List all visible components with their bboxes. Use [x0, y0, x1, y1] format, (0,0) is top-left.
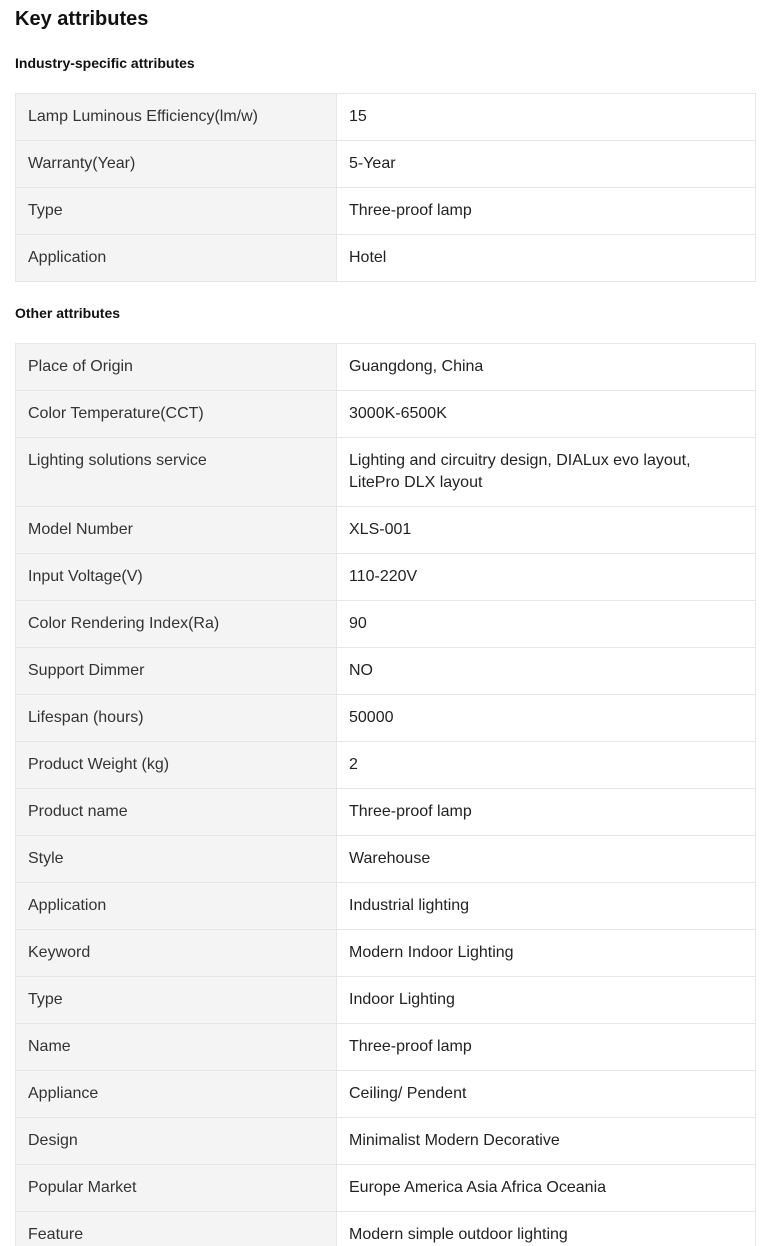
attribute-value: Hotel — [337, 235, 756, 282]
attribute-name: Support Dimmer — [16, 648, 337, 695]
attribute-value: Warehouse — [337, 836, 756, 883]
table-row — [16, 789, 756, 836]
table-row — [16, 695, 756, 742]
attribute-name: Design — [16, 1118, 337, 1165]
attribute-value: XLS-001 — [337, 507, 756, 554]
attribute-name: Popular Market — [16, 1165, 337, 1212]
table-row — [16, 188, 756, 235]
section-title-other: Other attributes — [15, 305, 121, 321]
attribute-name: Product name — [16, 789, 337, 836]
attribute-name: Appliance — [16, 1071, 337, 1118]
attribute-value: 15 — [337, 94, 756, 141]
industry-attributes-table — [15, 93, 756, 282]
attribute-value: Lighting and circuitry design, DIALux evo layout, LitePro DLX layout — [337, 438, 756, 507]
table-row — [16, 344, 756, 391]
attribute-value: Guangdong, China — [337, 344, 756, 391]
table-row — [16, 836, 756, 883]
table-row — [16, 507, 756, 554]
table-row — [16, 1024, 756, 1071]
table-row — [16, 94, 756, 141]
attribute-value: Three-proof lamp — [337, 789, 756, 836]
attribute-value: Three-proof lamp — [337, 188, 756, 235]
attribute-value: Ceiling/ Pendent — [337, 1071, 756, 1118]
table-row — [16, 742, 756, 789]
attribute-name: Lifespan (hours) — [16, 695, 337, 742]
attribute-value: 50000 — [337, 695, 756, 742]
attribute-name: Lighting solutions service — [16, 438, 337, 507]
page-title: Key attributes — [15, 8, 149, 30]
attribute-name: Keyword — [16, 930, 337, 977]
attribute-value: NO — [337, 648, 756, 695]
attribute-name: Model Number — [16, 507, 337, 554]
table-row — [16, 883, 756, 930]
table-row — [16, 235, 756, 282]
attribute-name: Place of Origin — [16, 344, 337, 391]
attribute-name: Input Voltage(V) — [16, 554, 337, 601]
attribute-value: Three-proof lamp — [337, 1024, 756, 1071]
attribute-name: Lamp Luminous Efficiency(lm/w) — [16, 94, 337, 141]
table-row — [16, 391, 756, 438]
table-row — [16, 1165, 756, 1212]
attribute-value: Industrial lighting — [337, 883, 756, 930]
attribute-name: Application — [16, 235, 337, 282]
table-row — [16, 554, 756, 601]
attribute-name: Feature — [16, 1212, 337, 1246]
table-row — [16, 1212, 756, 1246]
attribute-name: Name — [16, 1024, 337, 1071]
attribute-value: 90 — [337, 601, 756, 648]
attribute-name: Color Rendering Index(Ra) — [16, 601, 337, 648]
table-row — [16, 1071, 756, 1118]
table-row — [16, 1118, 756, 1165]
table-row — [16, 601, 756, 648]
attribute-value: Europe America Asia Africa Oceania — [337, 1165, 756, 1212]
other-attributes-table — [15, 343, 756, 1246]
table-row — [16, 141, 756, 188]
attribute-value: Modern simple outdoor lighting — [337, 1212, 756, 1246]
attribute-name: Application — [16, 883, 337, 930]
attribute-name: Color Temperature(CCT) — [16, 391, 337, 438]
table-row — [16, 977, 756, 1024]
attribute-name: Type — [16, 977, 337, 1024]
table-row — [16, 438, 756, 507]
table-row — [16, 930, 756, 977]
attribute-value: 110-220V — [337, 554, 756, 601]
attribute-value: 3000K-6500K — [337, 391, 756, 438]
attribute-value: 2 — [337, 742, 756, 789]
attribute-value: Indoor Lighting — [337, 977, 756, 1024]
section-title-industry-specific: Industry-specific attributes — [15, 55, 195, 71]
attribute-name: Warranty(Year) — [16, 141, 337, 188]
attribute-value: 5-Year — [337, 141, 756, 188]
attribute-name: Type — [16, 188, 337, 235]
attribute-value: Modern Indoor Lighting — [337, 930, 756, 977]
attribute-name: Product Weight (kg) — [16, 742, 337, 789]
table-row — [16, 648, 756, 695]
attribute-name: Style — [16, 836, 337, 883]
attribute-value: Minimalist Modern Decorative — [337, 1118, 756, 1165]
